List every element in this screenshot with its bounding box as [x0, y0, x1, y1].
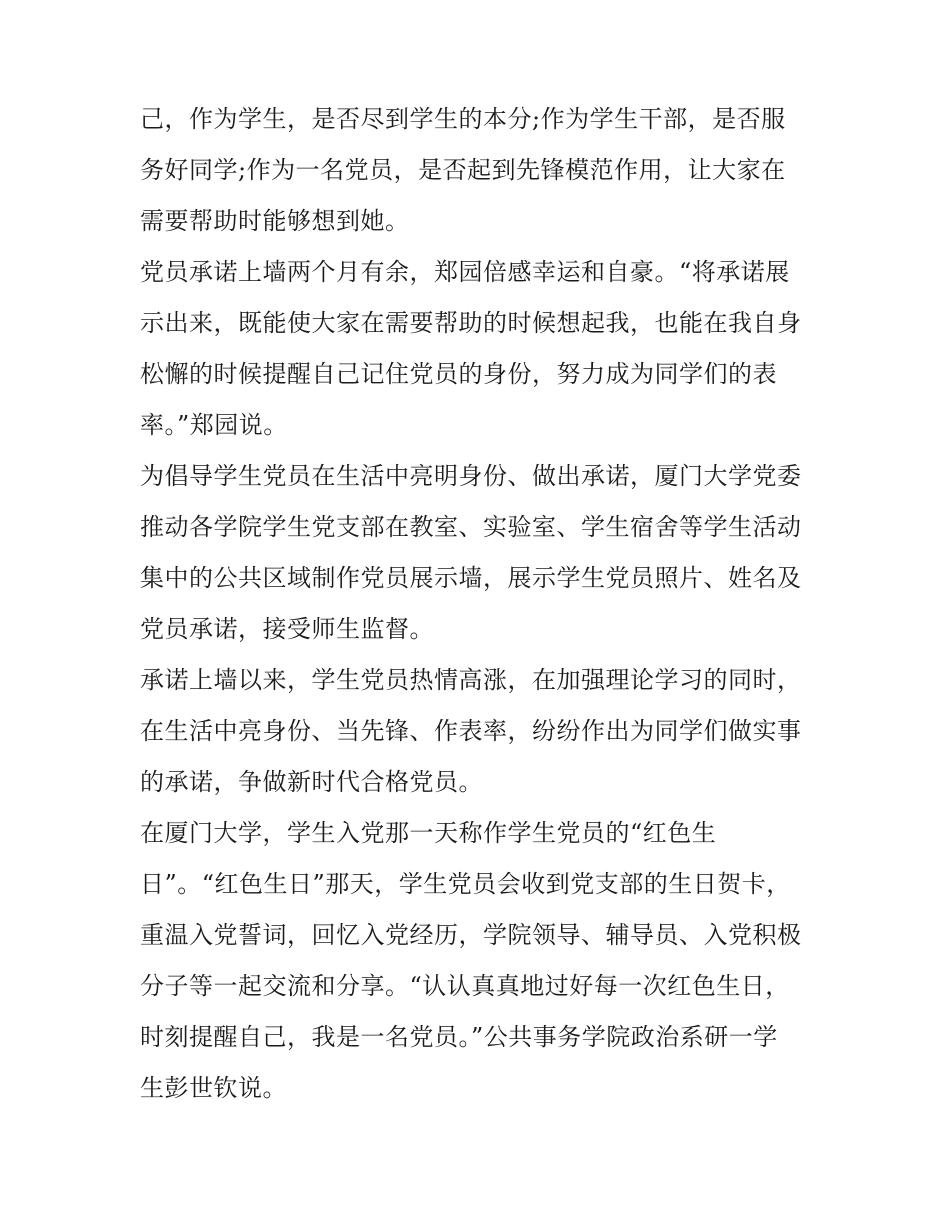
text-line: 重温入党誓词，回忆入党经历，学院领导、辅导员、入党积极 [140, 921, 802, 949]
text-line: 务好同学;作为一名党员，是否起到先锋模范作用，让大家在 [140, 156, 786, 184]
text-line: 推动各学院学生党支部在教室、实验室、学生宿舍等学生活动 [140, 513, 802, 541]
text-line: 时刻提醒自己，我是一名党员。”公共事务学院政治系研一学 [140, 1023, 778, 1051]
text-line: 在生活中亮身份、当先锋、作表率，纷纷作出为同学们做实事 [140, 717, 802, 745]
text-line: 示出来，既能使大家在需要帮助的时候想起我，也能在我自身 [140, 309, 802, 337]
text-line: 党员承诺，接受师生监督。 [140, 615, 434, 643]
text-line: 率。”郑园说。 [140, 411, 288, 439]
text-line: 需要帮助时能够想到她。 [140, 207, 410, 235]
text-line: 生彭世钦说。 [140, 1074, 287, 1102]
text-line: 的承诺，争做新时代合格党员。 [140, 768, 483, 796]
text-line: 松懈的时候提醒自己记住党员的身份，努力成为同学们的表 [140, 360, 777, 388]
text-line: 为倡导学生党员在生活中亮明身份、做出承诺，厦门大学党委 [140, 462, 802, 490]
text-line: 在厦门大学，学生入党那一天称作学生党员的“红色生 [140, 819, 717, 847]
text-line: 日”。“红色生日”那天，学生党员会收到党支部的生日贺卡， [140, 870, 791, 898]
text-line: 承诺上墙以来，学生党员热情高涨，在加强理论学习的同时， [140, 666, 802, 694]
text-line: 党员承诺上墙两个月有余，郑园倍感幸运和自豪。“将承诺展 [140, 258, 790, 286]
text-line: 分子等一起交流和分享。“认认真真地过好每一次红色生日， [140, 972, 790, 1000]
text-line: 己，作为学生，是否尽到学生的本分;作为学生干部，是否服 [140, 105, 786, 133]
text-line: 集中的公共区域制作党员展示墙，展示学生党员照片、姓名及 [140, 564, 802, 592]
